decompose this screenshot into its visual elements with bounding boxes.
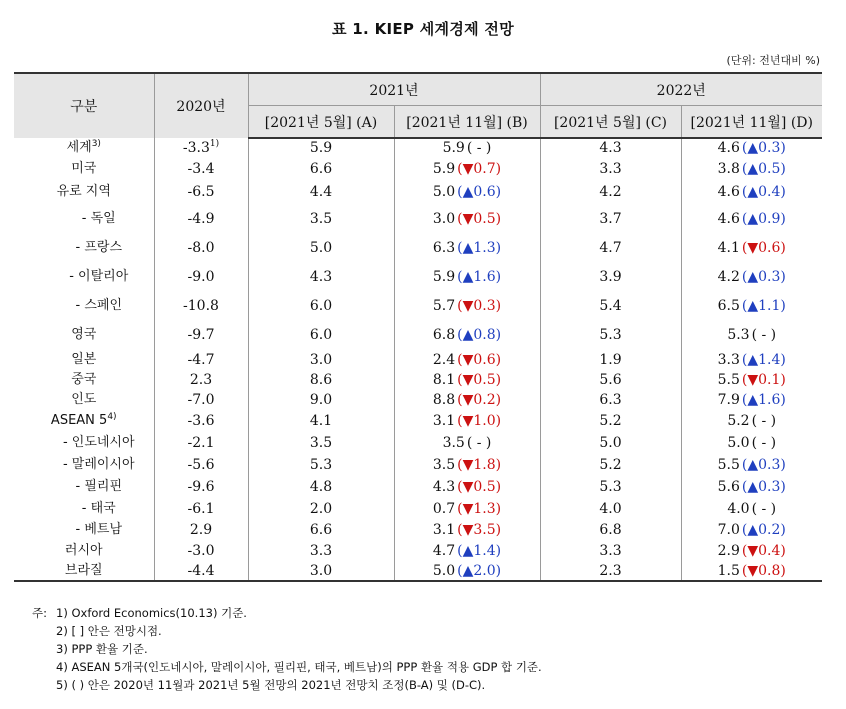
cell-d: 4.6 (▲0.4) xyxy=(681,180,822,204)
unit-label: (단위: 전년대비 %) xyxy=(726,54,820,67)
table-row xyxy=(14,540,822,561)
adjustment-b: (▼0.7) xyxy=(457,160,502,177)
cell-d: 5.0 ( - ) xyxy=(681,431,822,454)
cell-b: 3.5 (▼1.8) xyxy=(394,454,540,476)
row-label: - 프랑스 xyxy=(75,240,122,255)
adjustment-b: (▼0.2) xyxy=(457,392,502,408)
cell-d: 5.6 (▲0.3) xyxy=(681,476,822,498)
cell-a: 6.6 xyxy=(248,157,394,180)
adjustment-b: (▼0.3) xyxy=(457,297,502,314)
table-title: 표 1. KIEP 세계경제 전망 xyxy=(332,20,514,38)
row-label: 일본 xyxy=(71,352,97,367)
cell-b: 0.7 (▼1.3) xyxy=(394,498,540,519)
cell-b: 5.7 (▼0.3) xyxy=(394,291,540,320)
cell-c: 6.3 xyxy=(540,390,681,410)
header-2020: 2020년 xyxy=(154,73,248,138)
table-row xyxy=(14,561,822,581)
table-row xyxy=(14,390,822,410)
adjustment-d: (▲1.6) xyxy=(741,392,786,408)
forecast-table xyxy=(14,72,822,582)
header-col-b: [2021년 11월] (B) xyxy=(394,106,540,139)
row-label: - 스페인 xyxy=(75,297,122,313)
cell-a: 2.0 xyxy=(248,498,394,519)
cell-a: 4.4 xyxy=(248,180,394,204)
table-row xyxy=(14,138,822,157)
adjustment-b: (▼1.3) xyxy=(457,500,502,517)
adjustment-b: (▲1.6) xyxy=(457,268,502,285)
cell-b: 5.9 (▲1.6) xyxy=(394,262,540,291)
adjustment-d: (▼0.4) xyxy=(741,542,786,559)
adjustment-d: (▲0.2) xyxy=(741,521,786,538)
cell-a: 5.3 xyxy=(248,454,394,476)
cell-a: 3.3 xyxy=(248,540,394,561)
cell-d: 5.5 (▲0.3) xyxy=(681,454,822,476)
cell-b: 8.1 (▼0.5) xyxy=(394,370,540,390)
footnote-item: 5) ( ) 안은 2020년 11월과 2021년 5월 전망의 2021년 전망치 조정(B-A) 및 (D-C). xyxy=(56,678,486,692)
cell-2020: -8.0 xyxy=(154,234,248,262)
footnote-ref: 4) xyxy=(107,411,117,422)
row-label: 브라질 xyxy=(14,561,154,581)
cell-c: 3.3 xyxy=(540,540,681,561)
adjustment-d: (▲1.1) xyxy=(741,297,786,314)
adjustment-d: (▲0.9) xyxy=(741,211,786,227)
cell-c: 4.3 xyxy=(540,138,681,157)
cell-2020: -9.0 xyxy=(154,262,248,291)
cell-d: 4.6 (▲0.3) xyxy=(681,138,822,157)
cell-2020: -9.7 xyxy=(154,320,248,350)
cell-c: 5.0 xyxy=(540,431,681,454)
cell-a: 5.9 xyxy=(248,138,394,157)
adjustment-b: (▼1.8) xyxy=(457,457,502,473)
cell-b: 5.9 (▼0.7) xyxy=(394,157,540,180)
cell-a: 6.0 xyxy=(248,291,394,320)
cell-c: 5.2 xyxy=(540,410,681,431)
table-row xyxy=(14,431,822,454)
cell-b: 3.5 ( - ) xyxy=(394,431,540,454)
cell-2020: -2.1 xyxy=(154,431,248,454)
table-row xyxy=(14,370,822,390)
cell-c: 5.4 xyxy=(540,291,681,320)
table-row xyxy=(14,350,822,370)
cell-2020: -3.3$^{1)}$ xyxy=(154,138,248,157)
adjustment-d: (▲0.5) xyxy=(741,160,786,177)
cell-2020: 2.3 xyxy=(154,370,248,390)
adjustment-d: (▲0.3) xyxy=(741,479,786,495)
cell-b: 2.4 (▼0.6) xyxy=(394,350,540,370)
cell-d: 5.3 ( - ) xyxy=(681,320,822,350)
adjustment-b: (▼3.5) xyxy=(457,521,502,538)
cell-a: 3.0 xyxy=(248,350,394,370)
header-col-a: [2021년 5월] (A) xyxy=(248,106,394,139)
adjustment-d: (▼0.8) xyxy=(741,562,786,579)
cell-b: 8.8 (▼0.2) xyxy=(394,390,540,410)
cell-c: 3.3 xyxy=(540,157,681,180)
row-label: ASEAN 5$^{4)}$ xyxy=(50,411,117,428)
adjustment-b: (▲1.3) xyxy=(457,240,502,256)
cell-d: 6.5 (▲1.1) xyxy=(681,291,822,320)
adjustment-b: (▲0.8) xyxy=(457,327,502,343)
row-label: - 독일 xyxy=(81,211,116,226)
cell-c: 4.7 xyxy=(540,234,681,262)
cell-2020: -7.0 xyxy=(154,390,248,410)
cell-2020: -9.6 xyxy=(154,476,248,498)
footnote-ref: 3) xyxy=(91,138,101,149)
adjustment-b: (▲2.0) xyxy=(457,562,502,579)
row-label: - 이탈리아 xyxy=(69,268,129,284)
cell-2020: -3.6 xyxy=(154,410,248,431)
cell-d: 1.5 (▼0.8) xyxy=(681,561,822,581)
row-label: 미국 xyxy=(71,160,97,176)
cell-2020: -4.4 xyxy=(154,561,248,581)
header-category: 구분 xyxy=(14,73,154,138)
cell-b: 6.3 (▲1.3) xyxy=(394,234,540,262)
header-col-c: [2021년 5월] (C) xyxy=(540,106,681,139)
row-label: - 태국 xyxy=(81,500,116,516)
cell-a: 3.5 xyxy=(248,431,394,454)
table-row xyxy=(14,498,822,519)
cell-d: 5.5 (▼0.1) xyxy=(681,370,822,390)
adjustment-b: ( - ) xyxy=(466,140,492,156)
footnote-ref: 1) xyxy=(209,138,220,149)
adjustment-b: (▼1.0) xyxy=(457,412,502,429)
cell-2020: -4.9 xyxy=(154,204,248,234)
cell-b: 6.8 (▲0.8) xyxy=(394,320,540,350)
cell-a: 6.6 xyxy=(248,519,394,540)
footnote-item: 2) [ ] 안은 전망시점. xyxy=(56,624,162,638)
row-label: 러시아 xyxy=(64,542,103,558)
cell-c: 5.2 xyxy=(540,454,681,476)
row-label: 중국 xyxy=(71,372,97,387)
footnote-item: 3) PPP 환율 기준. xyxy=(56,642,148,656)
cell-d: 7.9 (▲1.6) xyxy=(681,390,822,410)
adjustment-d: (▲1.4) xyxy=(741,352,786,368)
footnotes xyxy=(32,604,542,694)
cell-a: 8.6 xyxy=(248,370,394,390)
row-label: - 말레이시아 xyxy=(62,457,135,472)
cell-c: 4.2 xyxy=(540,180,681,204)
adjustment-d: (▲0.3) xyxy=(741,457,786,473)
cell-b: 3.0 (▼0.5) xyxy=(394,204,540,234)
table-row xyxy=(14,291,822,320)
adjustment-b: ( - ) xyxy=(466,434,492,451)
row-label: - 인도네시아 xyxy=(62,434,135,450)
cell-a: 4.1 xyxy=(248,410,394,431)
cell-b: 4.7 (▲1.4) xyxy=(394,540,540,561)
table-row xyxy=(14,519,822,540)
cell-c: 5.6 xyxy=(540,370,681,390)
adjustment-b: (▲0.6) xyxy=(457,184,502,200)
row-label: - 필리핀 xyxy=(75,479,122,494)
table-row xyxy=(14,234,822,262)
row-label: 유로 지역 xyxy=(56,184,111,199)
table-body xyxy=(14,138,822,581)
cell-2020: -3.0 xyxy=(154,540,248,561)
cell-b: 3.1 (▼3.5) xyxy=(394,519,540,540)
cell-d: 3.3 (▲1.4) xyxy=(681,350,822,370)
adjustment-d: ( - ) xyxy=(751,412,777,429)
adjustment-d: (▲0.3) xyxy=(741,268,786,285)
row-label: 세계$^{3)}$ xyxy=(66,138,101,155)
cell-a: 5.0 xyxy=(248,234,394,262)
cell-2020: -10.8 xyxy=(154,291,248,320)
adjustment-d: ( - ) xyxy=(751,500,777,517)
cell-d: 5.2 ( - ) xyxy=(681,410,822,431)
cell-c: 5.3 xyxy=(540,476,681,498)
cell-a: 9.0 xyxy=(248,390,394,410)
cell-d: 7.0 (▲0.2) xyxy=(681,519,822,540)
adjustment-d: (▲0.3) xyxy=(741,140,786,156)
cell-c: 3.9 xyxy=(540,262,681,291)
row-label: 인도 xyxy=(71,392,97,407)
cell-b: 4.3 (▼0.5) xyxy=(394,476,540,498)
cell-d: 2.9 (▼0.4) xyxy=(681,540,822,561)
table-row xyxy=(14,454,822,476)
cell-b: 3.1 (▼1.0) xyxy=(394,410,540,431)
cell-b: 5.0 (▲0.6) xyxy=(394,180,540,204)
cell-a: 4.8 xyxy=(248,476,394,498)
adjustment-d: ( - ) xyxy=(751,327,777,343)
cell-a: 3.5 xyxy=(248,204,394,234)
table-row xyxy=(14,476,822,498)
adjustment-d: (▼0.1) xyxy=(741,372,786,388)
row-label: 영국 xyxy=(71,327,97,342)
table-row xyxy=(14,320,822,350)
cell-c: 3.7 xyxy=(540,204,681,234)
cell-2020: 2.9 xyxy=(154,519,248,540)
adjustment-d: (▼0.6) xyxy=(741,240,786,256)
header-col-d: [2021년 11월] (D) xyxy=(681,106,822,139)
table-row xyxy=(14,262,822,291)
table-row xyxy=(14,180,822,204)
adjustment-b: (▼0.5) xyxy=(457,372,502,388)
footnote-prefix: 주: xyxy=(32,606,47,620)
cell-2020: -3.4 xyxy=(154,157,248,180)
cell-2020: -6.1 xyxy=(154,498,248,519)
header-year-2021: 2021년 xyxy=(248,73,540,106)
table-row xyxy=(14,204,822,234)
cell-a: 6.0 xyxy=(248,320,394,350)
cell-c: 2.3 xyxy=(540,561,681,581)
cell-2020: -4.7 xyxy=(154,350,248,370)
adjustment-b: (▼0.5) xyxy=(457,479,502,495)
cell-2020: -5.6 xyxy=(154,454,248,476)
footnote-item: 4) ASEAN 5개국(인도네시아, 말레이시아, 필리핀, 태국, 베트남)의 PPP 환율 적용 GDP 합 기준. xyxy=(56,660,542,674)
table-row xyxy=(14,157,822,180)
table-row xyxy=(14,410,822,431)
adjustment-d: ( - ) xyxy=(751,434,777,451)
adjustment-b: (▼0.5) xyxy=(457,211,502,227)
cell-a: 4.3 xyxy=(248,262,394,291)
adjustment-b: (▼0.6) xyxy=(457,352,502,368)
adjustment-d: (▲0.4) xyxy=(741,184,786,200)
cell-a: 3.0 xyxy=(248,561,394,581)
footnote-item: 1) Oxford Economics(10.13) 기준. xyxy=(56,606,247,620)
cell-d: 4.6 (▲0.9) xyxy=(681,204,822,234)
cell-c: 6.8 xyxy=(540,519,681,540)
cell-b: 5.0 (▲2.0) xyxy=(394,561,540,581)
adjustment-b: (▲1.4) xyxy=(457,542,502,559)
header-year-2022: 2022년 xyxy=(540,73,822,106)
cell-c: 5.3 xyxy=(540,320,681,350)
cell-c: 1.9 xyxy=(540,350,681,370)
cell-2020: -6.5 xyxy=(154,180,248,204)
cell-d: 4.0 ( - ) xyxy=(681,498,822,519)
cell-c: 4.0 xyxy=(540,498,681,519)
cell-b: 5.9 ( - ) xyxy=(394,138,540,157)
cell-d: 4.2 (▲0.3) xyxy=(681,262,822,291)
cell-d: 4.1 (▼0.6) xyxy=(681,234,822,262)
cell-d: 3.8 (▲0.5) xyxy=(681,157,822,180)
row-label: - 베트남 xyxy=(75,521,122,537)
